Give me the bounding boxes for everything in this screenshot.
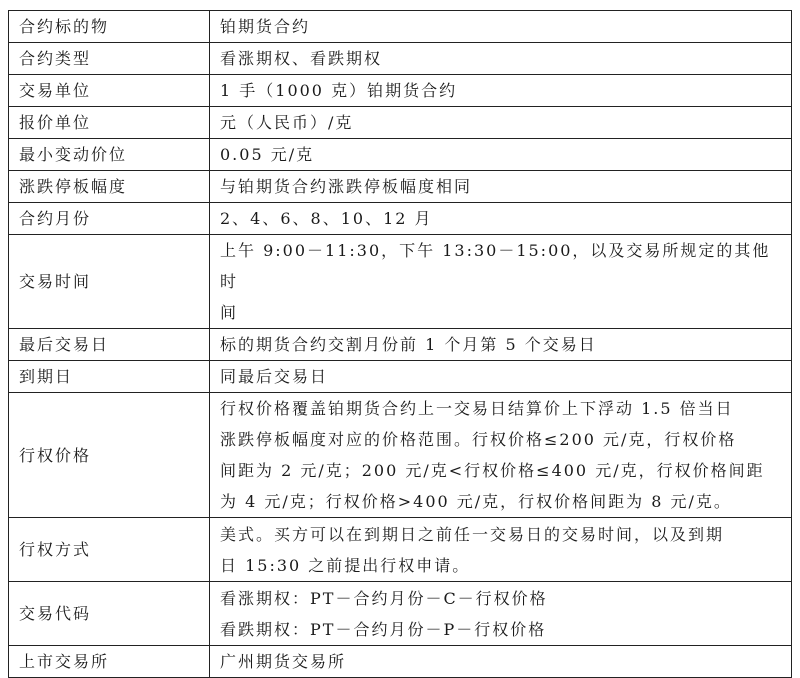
row-label: 合约类型 bbox=[9, 43, 210, 75]
table-row bbox=[9, 235, 792, 329]
row-value: 与铂期货合约涨跌停板幅度相同 bbox=[210, 171, 792, 203]
table-row bbox=[9, 171, 792, 203]
row-value: 1 手（1000 克）铂期货合约 bbox=[210, 75, 792, 107]
table-row bbox=[9, 582, 792, 646]
table-row bbox=[9, 107, 792, 139]
table-row bbox=[9, 203, 792, 235]
row-value: 铂期货合约 bbox=[210, 11, 792, 43]
row-value: 看涨期权、看跌期权 bbox=[210, 43, 792, 75]
table-row bbox=[9, 361, 792, 393]
row-value: 看涨期权：PT－合约月份－C－行权价格 看跌期权：PT－合约月份－P－行权价格 bbox=[210, 582, 792, 646]
row-label: 合约标的物 bbox=[9, 11, 210, 43]
row-label: 报价单位 bbox=[9, 107, 210, 139]
table-row bbox=[9, 139, 792, 171]
row-label: 到期日 bbox=[9, 361, 210, 393]
table-row bbox=[9, 329, 792, 361]
row-label: 行权价格 bbox=[9, 393, 210, 518]
row-label: 上市交易所 bbox=[9, 646, 210, 678]
contract-spec-table bbox=[8, 10, 792, 678]
row-value: 行权价格覆盖铂期货合约上一交易日结算价上下浮动 1.5 倍当日 涨跌停板幅度对应的价格范围。行权价格≤200 元/克，行权价格 间距为 2 元/克；200 元/克<行权价格≤400 元/克，行权价格间距 为 4 元/克；行权价格>400 元/克，行权价格间距为 8 元/克。 bbox=[210, 393, 792, 518]
row-value: 同最后交易日 bbox=[210, 361, 792, 393]
row-label: 最小变动价位 bbox=[9, 139, 210, 171]
row-value: 上午 9:00－11:30，下午 13:30－15:00，以及交易所规定的其他时 间 bbox=[210, 235, 792, 329]
table-row bbox=[9, 43, 792, 75]
row-label: 合约月份 bbox=[9, 203, 210, 235]
table-row bbox=[9, 75, 792, 107]
row-label: 交易单位 bbox=[9, 75, 210, 107]
row-value: 0.05 元/克 bbox=[210, 139, 792, 171]
table-row bbox=[9, 646, 792, 678]
table-row bbox=[9, 393, 792, 518]
row-value: 2、4、6、8、10、12 月 bbox=[210, 203, 792, 235]
table-row bbox=[9, 11, 792, 43]
row-value: 美式。买方可以在到期日之前任一交易日的交易时间，以及到期 日 15:30 之前提出行权申请。 bbox=[210, 518, 792, 582]
table-row bbox=[9, 518, 792, 582]
row-label: 交易时间 bbox=[9, 235, 210, 329]
row-label: 交易代码 bbox=[9, 582, 210, 646]
row-value: 广州期货交易所 bbox=[210, 646, 792, 678]
row-label: 涨跌停板幅度 bbox=[9, 171, 210, 203]
row-label: 最后交易日 bbox=[9, 329, 210, 361]
row-value: 元（人民币）/克 bbox=[210, 107, 792, 139]
row-label: 行权方式 bbox=[9, 518, 210, 582]
row-value: 标的期货合约交割月份前 1 个月第 5 个交易日 bbox=[210, 329, 792, 361]
